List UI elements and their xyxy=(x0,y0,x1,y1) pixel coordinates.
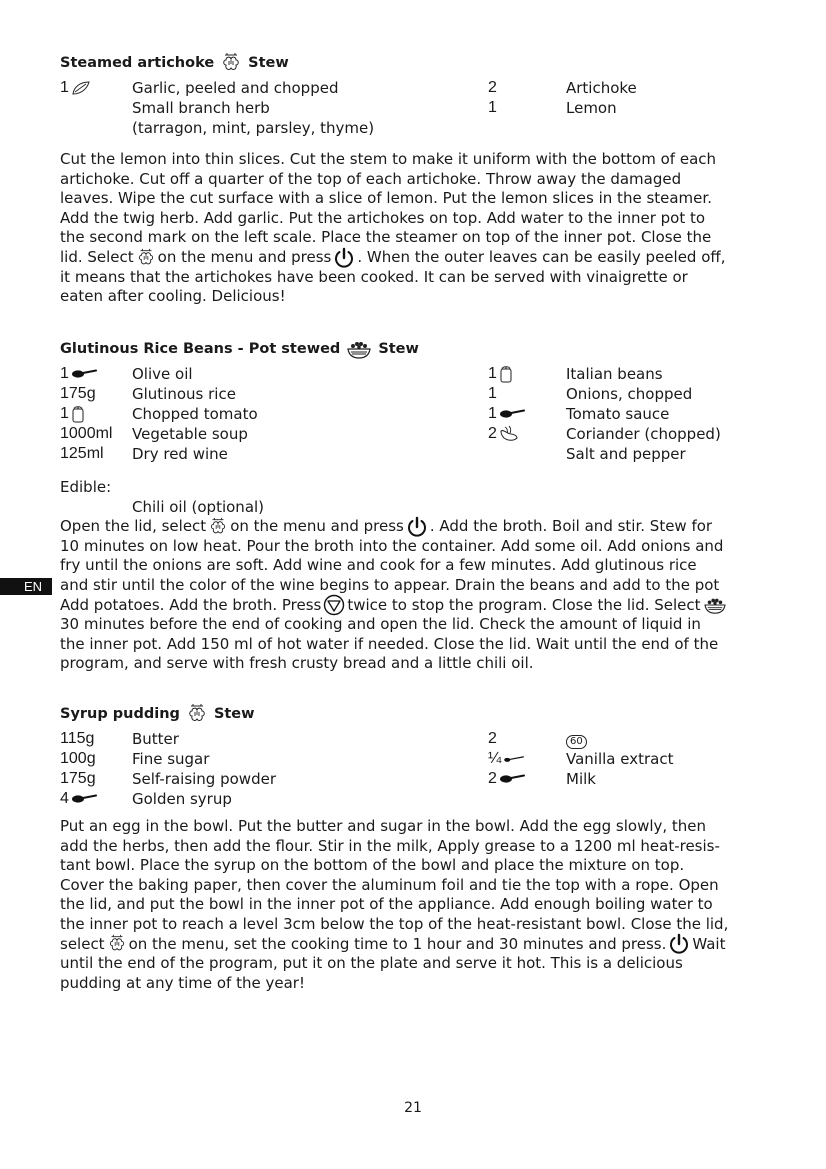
page-number: 21 xyxy=(404,1100,422,1116)
ingredient-name: Fine sugar xyxy=(132,750,210,768)
ingredient-name: Vanilla extract xyxy=(566,750,674,768)
ingredient-qty: 175g xyxy=(60,385,96,402)
ingredient-name: Small branch herb xyxy=(132,99,270,117)
ingredient-qty: 100g xyxy=(60,750,96,767)
stew-program-icon xyxy=(107,934,127,954)
ingredient-name: Onions, chopped xyxy=(566,385,693,403)
recipe-syrup-pudding xyxy=(60,703,772,992)
ingredient-name: Glutinous rice xyxy=(132,385,236,403)
edible-item: Chili oil (optional) xyxy=(132,497,265,516)
power-button-icon xyxy=(668,933,690,955)
recipe-title: Syrup pudding xyxy=(60,706,180,722)
ingredient-table: 1 Olive oil 1 Italian beans 175g Glutinous rice 1 Onions, chopped 1 Chopped tomato 1 Tomato sauce 1000ml Vegetable soup 2 Coriander (chopped) 125ml Dry red wine Salt and pepper xyxy=(60,365,721,463)
ingredient-qty: 1000ml xyxy=(60,425,113,442)
stew-program-icon xyxy=(186,703,208,725)
recipe-title: Steamed artichoke xyxy=(60,55,215,71)
program-label: Stew xyxy=(248,55,289,71)
recipe-glutinous-rice-beans xyxy=(60,338,772,673)
instructions: Cut the lemon into thin slices. Cut the stem to make it uniform with the bottom of each artichoke. Cut off a quarter of the top of each artichoke. Throw away the damaged leaves. Wipe the cut surface with a slice of lemon. Put the lemon slices in the steamer. Add the twig herb. Add garlic. Put the artichokes on top. Add water to the inner pot to the second mark on the left scale. Place the steamer on top of the inner pot. Close the lid. Select on the menu and press . When the outer leaves can be easily peeled off, it means that the artichokes have been cooked. It can be served with vinaigrette or eaten after cooling. Delicious! xyxy=(60,150,726,306)
ingredient-name: (tarragon, mint, parsley, thyme) xyxy=(132,119,375,137)
stop-button-icon xyxy=(323,594,345,616)
ingredient-qty: 175g xyxy=(60,770,96,787)
ingredient-name: Italian beans xyxy=(566,365,663,383)
ingredient-qty: 1 xyxy=(488,99,497,116)
handful-icon xyxy=(499,425,519,443)
tablespoon-icon xyxy=(499,773,525,785)
ingredient-name: Chopped tomato xyxy=(132,405,258,423)
stew-program-icon xyxy=(220,52,242,74)
ingredient-qty: 125ml xyxy=(60,445,104,462)
ingredient-table: 1 Garlic, peeled and chopped 2 Artichoke Small branch herb 1 Lemon (tarragon, mint, parsley, thyme) xyxy=(60,79,637,137)
stew-program-icon xyxy=(208,517,228,537)
program-label: Stew xyxy=(378,341,419,357)
rice-program-icon xyxy=(346,338,372,360)
power-button-icon xyxy=(406,516,428,538)
egg-size-badge: 60 xyxy=(566,729,587,749)
ingredient-name: Milk xyxy=(566,770,596,788)
ingredient-name: Tomato sauce xyxy=(566,405,670,423)
ingredient-name: Salt and pepper xyxy=(566,445,686,463)
tablespoon-icon xyxy=(71,368,97,380)
ingredient-qty: 2 xyxy=(488,79,497,96)
ingredient-name: Garlic, peeled and chopped xyxy=(132,79,339,97)
teaspoon-icon xyxy=(503,753,525,765)
recipe-steamed-artichoke xyxy=(60,52,772,306)
power-button-icon xyxy=(333,247,355,269)
edible-label: Edible: xyxy=(60,478,112,496)
rice-program-icon xyxy=(703,595,727,615)
tablespoon-icon xyxy=(499,408,525,420)
ingredient-name: Olive oil xyxy=(132,365,193,383)
ingredient-name: Coriander (chopped) xyxy=(566,425,721,443)
can-icon xyxy=(71,405,85,423)
ingredient-name: Vegetable soup xyxy=(132,425,248,443)
stew-program-icon xyxy=(136,248,156,268)
ingredient-qty: 2 xyxy=(488,730,497,747)
tablespoon-icon xyxy=(71,793,97,805)
ingredient-name: Artichoke xyxy=(566,79,637,97)
can-icon xyxy=(499,365,513,383)
instructions: Put an egg in the bowl. Put the butter and sugar in the bowl. Add the egg slowly, then add the herbs, then add the flour. Stir in the milk, Apply grease to a 1200 ml heat-resis- tant bowl. Place the syrup on the bottom of the bowl and place the mixture on top. Cover the baking paper, then cover the aluminum foil and tie the top with a rope. Open the lid, and put the bowl in the inner pot of the appliance. Add enough boiling water to the inner pot to reach a level 3cm below the top of the heat-resistant bowl. Close the lid, select on the menu, set the cooking time to 1 hour and 30 minutes and press. Wait until the end of the program, put it on the plate and serve it hot. This is a delicious pudding at any time of the year! xyxy=(60,817,729,992)
recipe-title: Glutinous Rice Beans - Pot stewed xyxy=(60,341,341,357)
ingredient-table: 115g Butter 2 60 100g Fine sugar ¼ Vanilla extract 175g Self-raising powder 2 Milk 4 Golden syrup xyxy=(60,730,674,808)
ingredient-name: Golden syrup xyxy=(132,790,232,808)
ingredient-qty: 115g xyxy=(60,730,95,747)
ingredient-qty: 1 xyxy=(488,385,497,402)
instructions: Edible: Chili oil (optional) Open the lid, select on the menu and press . Add the broth. Boil and stir. Stew for 10 minutes on low heat. Pour the broth into the container. Add some oil. Add onions and fry until the onions are soft. Add wine and cook for a few minutes. Add glutinous rice and stir until the color of the wine begins to appear. Drain the beans and add to the pot Add potatoes. Add the broth. Press twice to stop the program. Close the lid. Select 30 minutes before the end of cooking and open the lid. Check the amount of liquid in the inner pot. Add 150 ml of hot water if needed. Close the lid. Wait until the end of the program, and serve with fresh crusty bread and a little chili oil. xyxy=(60,478,772,674)
language-tab: EN xyxy=(0,578,52,595)
ingredient-name: Dry red wine xyxy=(132,445,228,463)
program-label: Stew xyxy=(213,706,255,722)
ingredient-name: Lemon xyxy=(566,99,617,117)
ingredient-name: Self-raising powder xyxy=(132,770,276,788)
clove-icon xyxy=(71,80,91,96)
ingredient-name: Butter xyxy=(132,730,179,748)
